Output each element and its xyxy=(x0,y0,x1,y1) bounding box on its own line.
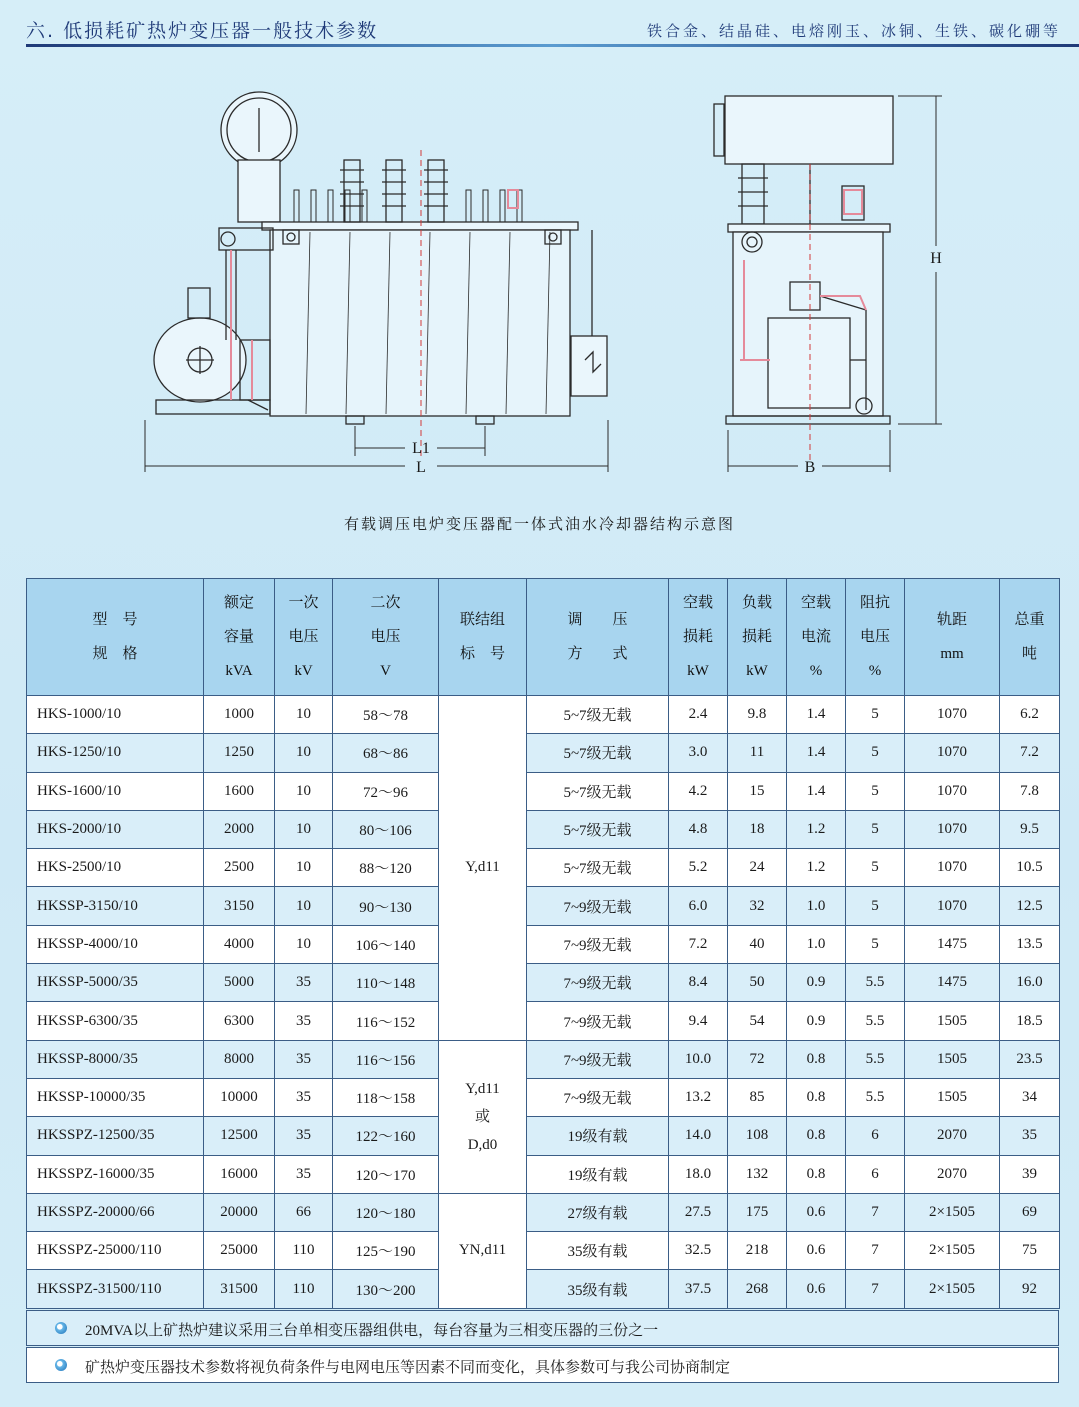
cell-regulation: 35级有载 xyxy=(527,1232,669,1270)
cell-secondary-voltage: 106～140 xyxy=(333,925,439,963)
cell-weight: 35 xyxy=(1000,1117,1060,1155)
table-row xyxy=(27,964,1060,1002)
cell-gauge: 1070 xyxy=(905,696,1000,734)
cell-gauge: 1070 xyxy=(905,810,1000,848)
cell-model: HKSSPZ-12500/35 xyxy=(27,1117,204,1155)
cell-weight: 92 xyxy=(1000,1270,1060,1308)
cell-model: HKS-1000/10 xyxy=(27,696,204,734)
cell-secondary-voltage: 58～78 xyxy=(333,696,439,734)
table-row xyxy=(27,1270,1060,1308)
table-row xyxy=(27,696,1060,734)
cell-impedance: 5.5 xyxy=(846,964,905,1002)
cell-weight: 9.5 xyxy=(1000,810,1060,848)
cell-no-load-current: 1.4 xyxy=(787,734,846,772)
cell-regulation: 19级有载 xyxy=(527,1117,669,1155)
cell-load-loss: 175 xyxy=(728,1193,787,1231)
cell-model: HKSSPZ-31500/110 xyxy=(27,1270,204,1308)
cell-regulation: 5~7级无载 xyxy=(527,772,669,810)
cell-capacity: 10000 xyxy=(204,1078,275,1116)
cell-secondary-voltage: 120～180 xyxy=(333,1193,439,1231)
cell-no-load-current: 1.4 xyxy=(787,772,846,810)
cell-no-load-current: 0.6 xyxy=(787,1232,846,1270)
cell-gauge: 1475 xyxy=(905,925,1000,963)
table-row xyxy=(27,925,1060,963)
cell-no-load-loss: 5.2 xyxy=(669,849,728,887)
dimension-label-l1: L1 xyxy=(412,440,430,457)
cell-gauge: 1475 xyxy=(905,964,1000,1002)
header-vector-group: 联结组 标 号 xyxy=(439,579,527,696)
cell-primary-voltage: 35 xyxy=(275,1040,333,1078)
cell-no-load-current: 0.9 xyxy=(787,964,846,1002)
table-row xyxy=(27,1078,1060,1116)
cell-load-loss: 11 xyxy=(728,734,787,772)
note-text: 20MVA以上矿热炉建议采用三台单相变压器组供电，每台容量为三相变压器的三份之一 xyxy=(85,1323,659,1339)
cell-capacity: 6300 xyxy=(204,1002,275,1040)
application-tagline: 铁合金、结晶硅、电熔刚玉、冰铜、生铁、碳化硼等 xyxy=(646,22,1061,40)
cell-weight: 75 xyxy=(1000,1232,1060,1270)
cell-load-loss: 85 xyxy=(728,1078,787,1116)
cell-no-load-current: 0.8 xyxy=(787,1155,846,1193)
cell-impedance: 5.5 xyxy=(846,1002,905,1040)
bullet-icon xyxy=(55,1322,67,1334)
cell-load-loss: 18 xyxy=(728,810,787,848)
cell-model: HKSSP-6300/35 xyxy=(27,1002,204,1040)
table-row xyxy=(27,810,1060,848)
cell-model: HKSSPZ-20000/66 xyxy=(27,1193,204,1231)
cell-no-load-loss: 2.4 xyxy=(669,696,728,734)
cell-weight: 39 xyxy=(1000,1155,1060,1193)
cell-primary-voltage: 10 xyxy=(275,810,333,848)
cell-primary-voltage: 10 xyxy=(275,772,333,810)
cell-impedance: 7 xyxy=(846,1270,905,1308)
cell-load-loss: 108 xyxy=(728,1117,787,1155)
cell-primary-voltage: 110 xyxy=(275,1232,333,1270)
cell-gauge: 1505 xyxy=(905,1002,1000,1040)
cell-impedance: 5.5 xyxy=(846,1040,905,1078)
cell-gauge: 2×1505 xyxy=(905,1270,1000,1308)
cell-impedance: 5 xyxy=(846,696,905,734)
cell-capacity: 25000 xyxy=(204,1232,275,1270)
cell-gauge: 1070 xyxy=(905,849,1000,887)
cell-capacity: 16000 xyxy=(204,1155,275,1193)
cell-model: HKSSPZ-16000/35 xyxy=(27,1155,204,1193)
cell-regulation: 19级有载 xyxy=(527,1155,669,1193)
cell-regulation: 7~9级无载 xyxy=(527,925,669,963)
cell-model: HKSSPZ-25000/110 xyxy=(27,1232,204,1270)
cell-secondary-voltage: 68～86 xyxy=(333,734,439,772)
cell-capacity: 8000 xyxy=(204,1040,275,1078)
cell-no-load-loss: 8.4 xyxy=(669,964,728,1002)
cell-secondary-voltage: 90～130 xyxy=(333,887,439,925)
cell-no-load-loss: 27.5 xyxy=(669,1193,728,1231)
cell-primary-voltage: 110 xyxy=(275,1270,333,1308)
cell-model: HKSSP-3150/10 xyxy=(27,887,204,925)
cell-primary-voltage: 35 xyxy=(275,1117,333,1155)
cell-no-load-loss: 9.4 xyxy=(669,1002,728,1040)
cell-weight: 34 xyxy=(1000,1078,1060,1116)
cell-no-load-loss: 6.0 xyxy=(669,887,728,925)
cell-model: HKS-1250/10 xyxy=(27,734,204,772)
cell-primary-voltage: 35 xyxy=(275,1002,333,1040)
cell-vector-group: YN,d11 xyxy=(439,1193,527,1308)
cell-gauge: 1505 xyxy=(905,1040,1000,1078)
cell-no-load-current: 1.2 xyxy=(787,810,846,848)
cell-no-load-loss: 3.0 xyxy=(669,734,728,772)
cell-gauge: 1505 xyxy=(905,1078,1000,1116)
cell-gauge: 2×1505 xyxy=(905,1232,1000,1270)
cell-capacity: 1600 xyxy=(204,772,275,810)
cell-secondary-voltage: 72～96 xyxy=(333,772,439,810)
cell-no-load-current: 1.2 xyxy=(787,849,846,887)
cell-model: HKSSP-5000/35 xyxy=(27,964,204,1002)
cell-no-load-current: 0.8 xyxy=(787,1078,846,1116)
cell-no-load-loss: 10.0 xyxy=(669,1040,728,1078)
cell-regulation: 7~9级无载 xyxy=(527,1002,669,1040)
cell-no-load-current: 0.6 xyxy=(787,1270,846,1308)
cell-load-loss: 54 xyxy=(728,1002,787,1040)
cell-no-load-loss: 13.2 xyxy=(669,1078,728,1116)
cell-primary-voltage: 10 xyxy=(275,849,333,887)
header-load-loss: 负载 损耗 kW xyxy=(728,579,787,696)
cell-gauge: 2070 xyxy=(905,1117,1000,1155)
cell-no-load-loss: 32.5 xyxy=(669,1232,728,1270)
cell-no-load-loss: 37.5 xyxy=(669,1270,728,1308)
cell-regulation: 5~7级无载 xyxy=(527,810,669,848)
cell-load-loss: 218 xyxy=(728,1232,787,1270)
page-header xyxy=(0,0,1079,44)
cell-model: HKSSP-10000/35 xyxy=(27,1078,204,1116)
table-row xyxy=(27,1040,1060,1078)
cell-capacity: 2500 xyxy=(204,849,275,887)
cell-impedance: 5 xyxy=(846,810,905,848)
technical-parameters-table xyxy=(26,578,1060,1309)
cell-model: HKSSP-4000/10 xyxy=(27,925,204,963)
cell-secondary-voltage: 116～152 xyxy=(333,1002,439,1040)
cell-no-load-loss: 4.2 xyxy=(669,772,728,810)
cell-model: HKSSP-8000/35 xyxy=(27,1040,204,1078)
cell-regulation: 27级有载 xyxy=(527,1193,669,1231)
cell-weight: 7.2 xyxy=(1000,734,1060,772)
cell-load-loss: 268 xyxy=(728,1270,787,1308)
table-row xyxy=(27,1002,1060,1040)
cell-weight: 12.5 xyxy=(1000,887,1060,925)
cell-no-load-current: 0.8 xyxy=(787,1117,846,1155)
table-row xyxy=(27,1232,1060,1270)
cell-regulation: 5~7级无载 xyxy=(527,849,669,887)
cell-primary-voltage: 10 xyxy=(275,887,333,925)
cell-impedance: 5 xyxy=(846,925,905,963)
note-item xyxy=(26,1310,1059,1346)
cell-model: HKS-2500/10 xyxy=(27,849,204,887)
cell-gauge: 1070 xyxy=(905,887,1000,925)
cell-load-loss: 9.8 xyxy=(728,696,787,734)
cell-model: HKS-1600/10 xyxy=(27,772,204,810)
header-model: 型 号 规 格 xyxy=(27,579,204,696)
cell-impedance: 5 xyxy=(846,849,905,887)
dimension-label-b: B xyxy=(804,459,816,476)
cell-regulation: 7~9级无载 xyxy=(527,887,669,925)
cell-impedance: 6 xyxy=(846,1155,905,1193)
cell-secondary-voltage: 110～148 xyxy=(333,964,439,1002)
cell-weight: 16.0 xyxy=(1000,964,1060,1002)
cell-no-load-current: 1.0 xyxy=(787,925,846,963)
cell-no-load-loss: 14.0 xyxy=(669,1117,728,1155)
cell-gauge: 1070 xyxy=(905,734,1000,772)
table-row xyxy=(27,734,1060,772)
cell-capacity: 2000 xyxy=(204,810,275,848)
header-impedance-voltage: 阻抗 电压 % xyxy=(846,579,905,696)
cell-impedance: 6 xyxy=(846,1117,905,1155)
cell-load-loss: 32 xyxy=(728,887,787,925)
cell-weight: 18.5 xyxy=(1000,1002,1060,1040)
cell-primary-voltage: 66 xyxy=(275,1193,333,1231)
cell-no-load-current: 1.4 xyxy=(787,696,846,734)
cell-no-load-current: 0.6 xyxy=(787,1193,846,1231)
header-secondary-voltage: 二次 电压 V xyxy=(333,579,439,696)
header-no-load-loss: 空载 损耗 kW xyxy=(669,579,728,696)
cell-primary-voltage: 35 xyxy=(275,1155,333,1193)
cell-impedance: 5.5 xyxy=(846,1078,905,1116)
cell-secondary-voltage: 122～160 xyxy=(333,1117,439,1155)
cell-secondary-voltage: 130～200 xyxy=(333,1270,439,1308)
header-primary-voltage: 一次 电压 kV xyxy=(275,579,333,696)
cell-capacity: 4000 xyxy=(204,925,275,963)
table-row xyxy=(27,1117,1060,1155)
header-track-gauge: 轨距 mm xyxy=(905,579,1000,696)
cell-vector-group: Y,d11 或 D,d0 xyxy=(439,1040,527,1193)
table-row xyxy=(27,887,1060,925)
cell-regulation: 7~9级无载 xyxy=(527,1040,669,1078)
cell-load-loss: 132 xyxy=(728,1155,787,1193)
cell-capacity: 1000 xyxy=(204,696,275,734)
cell-no-load-loss: 4.8 xyxy=(669,810,728,848)
cell-impedance: 7 xyxy=(846,1193,905,1231)
dimension-label-l: L xyxy=(416,459,426,476)
cell-regulation: 7~9级无载 xyxy=(527,1078,669,1116)
cell-secondary-voltage: 118～158 xyxy=(333,1078,439,1116)
cell-gauge: 2070 xyxy=(905,1155,1000,1193)
table-row xyxy=(27,849,1060,887)
bullet-icon xyxy=(55,1359,67,1371)
cell-no-load-current: 0.8 xyxy=(787,1040,846,1078)
cell-primary-voltage: 10 xyxy=(275,925,333,963)
cell-primary-voltage: 35 xyxy=(275,964,333,1002)
cell-regulation: 7~9级无载 xyxy=(527,964,669,1002)
cell-no-load-current: 0.9 xyxy=(787,1002,846,1040)
cell-capacity: 5000 xyxy=(204,964,275,1002)
cell-gauge: 2×1505 xyxy=(905,1193,1000,1231)
cell-secondary-voltage: 116～156 xyxy=(333,1040,439,1078)
note-text: 矿热炉变压器技术参数将视负荷条件与电网电压等因素不同而变化，具体参数可与我公司协商制定 xyxy=(85,1360,731,1376)
header-total-weight: 总重 吨 xyxy=(1000,579,1060,696)
cell-gauge: 1070 xyxy=(905,772,1000,810)
cell-weight: 10.5 xyxy=(1000,849,1060,887)
table-header-row xyxy=(27,579,1060,696)
cell-no-load-loss: 7.2 xyxy=(669,925,728,963)
cell-load-loss: 72 xyxy=(728,1040,787,1078)
cell-capacity: 3150 xyxy=(204,887,275,925)
section-title: 六. 低损耗矿热炉变压器一般技术参数 xyxy=(26,20,379,42)
cell-weight: 7.8 xyxy=(1000,772,1060,810)
cell-load-loss: 40 xyxy=(728,925,787,963)
cell-primary-voltage: 35 xyxy=(275,1078,333,1116)
cell-weight: 6.2 xyxy=(1000,696,1060,734)
cell-load-loss: 24 xyxy=(728,849,787,887)
cell-primary-voltage: 10 xyxy=(275,696,333,734)
cell-regulation: 5~7级无载 xyxy=(527,734,669,772)
table-row xyxy=(27,772,1060,810)
drawing-caption: 有载调压电炉变压器配一体式油水冷却器结构示意图 xyxy=(343,515,735,533)
table-row xyxy=(27,1193,1060,1231)
cell-weight: 23.5 xyxy=(1000,1040,1060,1078)
cell-load-loss: 15 xyxy=(728,772,787,810)
cell-no-load-loss: 18.0 xyxy=(669,1155,728,1193)
cell-regulation: 35级有载 xyxy=(527,1270,669,1308)
cell-load-loss: 50 xyxy=(728,964,787,1002)
cell-capacity: 20000 xyxy=(204,1193,275,1231)
cell-secondary-voltage: 120～170 xyxy=(333,1155,439,1193)
cell-secondary-voltage: 125～190 xyxy=(333,1232,439,1270)
header-regulation-mode: 调 压 方 式 xyxy=(527,579,669,696)
cell-secondary-voltage: 88～120 xyxy=(333,849,439,887)
cell-primary-voltage: 10 xyxy=(275,734,333,772)
note-item xyxy=(26,1347,1059,1383)
cell-no-load-current: 1.0 xyxy=(787,887,846,925)
cell-secondary-voltage: 80～106 xyxy=(333,810,439,848)
cell-impedance: 5 xyxy=(846,734,905,772)
transformer-structure-drawing xyxy=(0,60,1079,500)
table-row xyxy=(27,1155,1060,1193)
cell-capacity: 1250 xyxy=(204,734,275,772)
cell-weight: 13.5 xyxy=(1000,925,1060,963)
cell-capacity: 12500 xyxy=(204,1117,275,1155)
cell-impedance: 5 xyxy=(846,772,905,810)
cell-weight: 69 xyxy=(1000,1193,1060,1231)
header-no-load-current: 空载 电流 % xyxy=(787,579,846,696)
dimension-label-h: H xyxy=(930,250,942,267)
header-rated-capacity: 额定 容量 kVA xyxy=(204,579,275,696)
cell-impedance: 7 xyxy=(846,1232,905,1270)
cell-model: HKS-2000/10 xyxy=(27,810,204,848)
header-rule xyxy=(26,44,1079,47)
cell-impedance: 5 xyxy=(846,887,905,925)
cell-capacity: 31500 xyxy=(204,1270,275,1308)
cell-regulation: 5~7级无载 xyxy=(527,696,669,734)
cell-vector-group: Y,d11 xyxy=(439,696,527,1041)
